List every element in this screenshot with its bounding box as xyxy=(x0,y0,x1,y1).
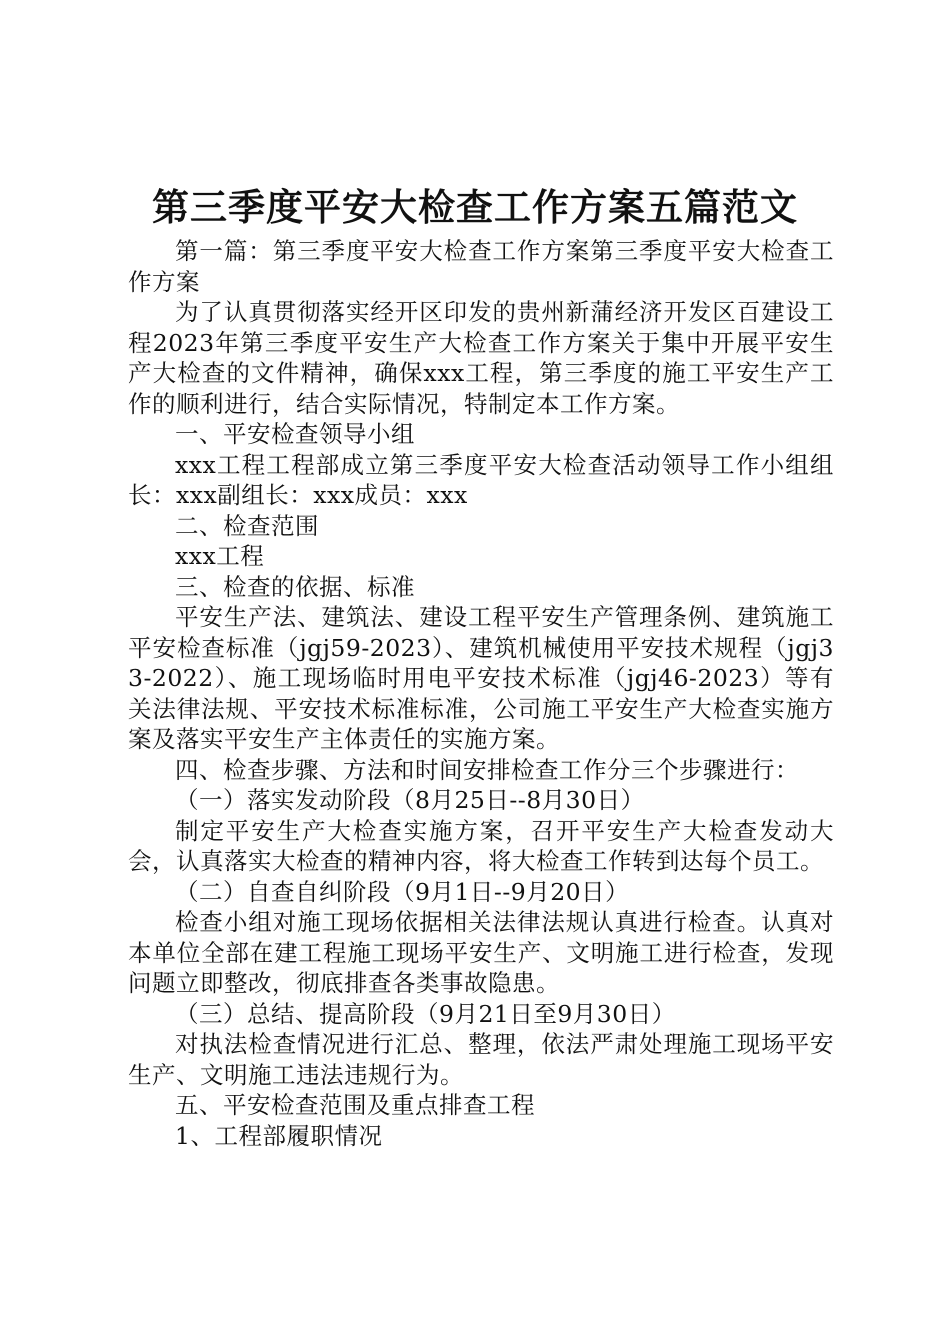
section-heading-steps: 四、检查步骤、方法和时间安排检查工作分三个步骤进行： xyxy=(175,755,799,784)
paragraph-purpose: 为了认真贯彻落实经开区印发的贵州新蒲经济开发区百建设工程2023年第三季度平安生产大检查工作方案关于集中开展平安生产大检查的文件精神，确保xxx工程，第三季度的施工平安生产工作的顺利进行，结合实际情况，特制定本工作方案。 xyxy=(128,298,834,418)
paragraph-stage-3: 对执法检查情况进行汇总、整理，依法严肃处理施工现场平安生产、文明施工违法违规行为。 xyxy=(128,1030,834,1089)
section-heading-basis: 三、检查的依据、标准 xyxy=(175,572,415,601)
subheading-stage-3: （三）总结、提高阶段（9月21日至9月30日） xyxy=(175,999,676,1028)
paragraph-intro: 第一篇：第三季度平安大检查工作方案第三季度平安大检查工作方案 xyxy=(128,237,834,296)
section-heading-scope: 二、检查范围 xyxy=(175,511,319,540)
document-body xyxy=(128,236,834,1151)
list-item-1: 1、工程部履职情况 xyxy=(175,1121,383,1150)
paragraph-scope: xxx工程 xyxy=(175,542,265,570)
document-title: 第三季度平安大检查工作方案五篇范文 xyxy=(152,185,798,229)
subheading-stage-1: （一）落实发动阶段（8月25日--8月30日） xyxy=(175,786,645,814)
section-heading-leadership: 一、平安检查领导小组 xyxy=(175,420,415,448)
subheading-stage-2: （二）自查自纠阶段（9月1日--9月20日） xyxy=(175,877,630,906)
paragraph-leadership: xxx工程工程部成立第三季度平安大检查活动领导工作小组组长：xxx副组长：xxx成员：xxx xyxy=(128,450,834,509)
paragraph-stage-2: 检查小组对施工现场依据相关法律法规认真进行检查。认真对本单位全部在建工程施工现场平安生产、文明施工进行检查，发现问题立即整改，彻底排查各类事故隐患。 xyxy=(128,908,834,997)
paragraph-basis: 平安生产法、建筑法、建设工程平安生产管理条例、建筑施工平安检查标准（jgj59-2023）、建筑机械使用平安技术规程（jgj33-2022）、施工现场临时用电平安技术标准（jgj46-2023）等有关法律法规、平安技术标准标准，公司施工平安生产大检查实施方案及落实平安生产主体责任的实施方案。 xyxy=(128,603,834,753)
section-heading-key-items: 五、平安检查范围及重点排查工程 xyxy=(175,1091,535,1119)
paragraph-stage-1: 制定平安生产大检查实施方案，召开平安生产大检查发动大会，认真落实大检查的精神内容，将大检查工作转到达每个员工。 xyxy=(128,816,834,875)
